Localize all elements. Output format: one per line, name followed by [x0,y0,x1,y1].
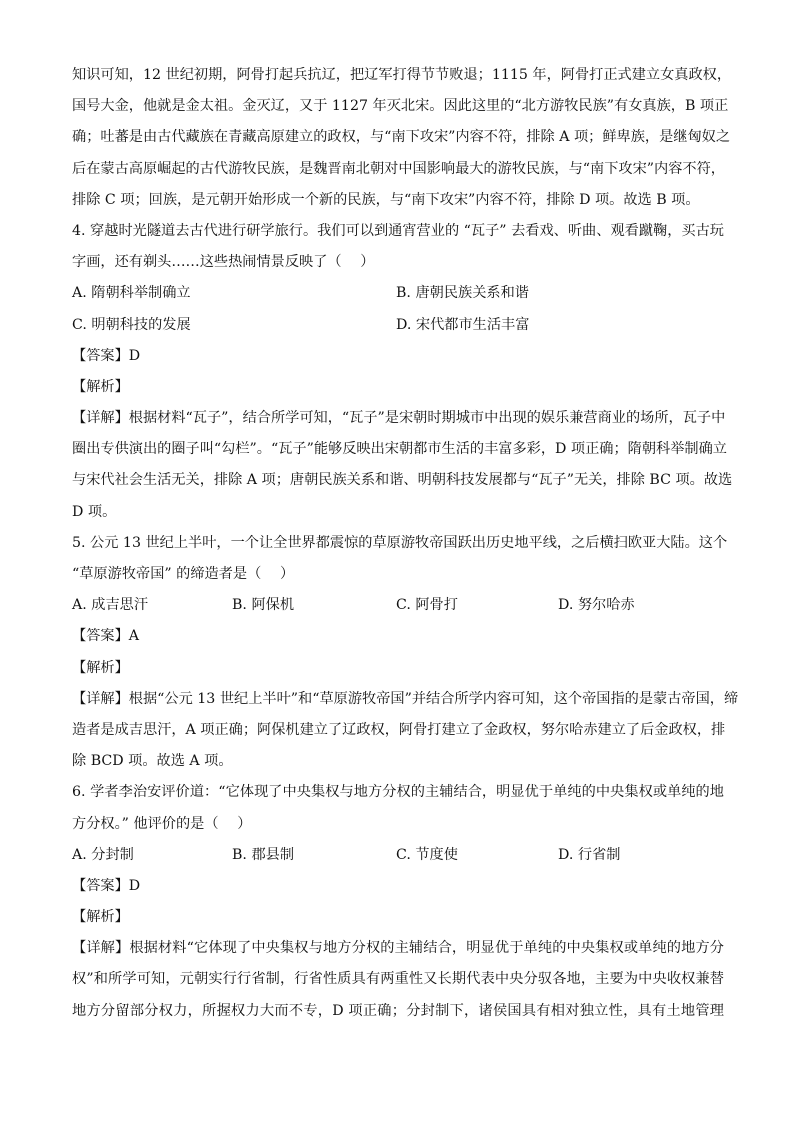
analysis-label [72,372,724,403]
question-stem: 方分权。” 他评价的是（ ） [72,815,252,832]
detail-text: 根据材料“它体现了中央集权与地方分权的主辅结合，明显优于单纯的中央集权或单纯的地方分 [129,940,724,957]
analysis-tag: 【解析】 [72,659,129,676]
question-5 [72,528,739,778]
text-line: 排除 C 项；回族，是元朝开始形成一个新的民族，与“南下攻宋”内容不符，排除 D 项。故选 B 项。 [72,191,700,208]
option-a: A. 隋朝科举制确立 [72,285,191,302]
option-d: D. 宋代都市生活丰富 [396,316,530,333]
answer-label: 【答案】 [72,628,129,645]
answer-line [72,341,724,372]
detail-label: 【详解】 [72,940,130,957]
question-stem: 6. 学者李治安评价道：“它体现了中央集权与地方分权的主辅结合，明显优于单纯的中央集权或单纯的地 [72,784,724,801]
option-c: C. 节度使 [396,846,458,863]
detail-line [72,684,739,715]
options-row [72,310,724,341]
answer-value: A [128,628,140,645]
document-page [72,60,739,1027]
option-b: B. 唐朝民族关系和谐 [396,285,529,302]
question-stem: 4. 穿越时光隧道去古代进行研学旅行。我们可以到通宵营业的 “瓦子” 去看戏、听曲、观看蹴鞠，买古玩 [72,222,724,239]
answer-label: 【答案】 [72,347,129,364]
analysis-label [72,653,724,684]
option-c: C. 阿骨打 [396,597,458,614]
option-d: D. 行省制 [558,846,621,863]
option-b: B. 郡县制 [232,846,295,863]
detail-line [72,933,724,964]
detail-line: D 项。 [72,503,117,520]
question-stem: 5. 公元 13 世纪上半叶，一个让全世界都震惊的草原游牧帝国跃出历史地平线，之后横扫欧亚大陆。这个 [72,534,728,551]
detail-label: 【详解】 [72,690,129,707]
analysis-label [72,902,724,933]
detail-line: 地方分留部分权力，所握权力大而不专，D 项正确；分封制下，诸侯国具有相对独立性，具有土地管理 [72,1002,724,1019]
option-c: C. 明朝科技的发展 [72,316,191,333]
question-6 [72,777,724,1027]
detail-line: 除 BCD 项。故选 A 项。 [72,753,233,770]
answer-value: D [128,877,141,894]
text-line: 知识可知，12 世纪初期，阿骨打起兵抗辽，把辽军打得节节败退；1115 年，阿骨打正式建立女真政权， [72,67,732,83]
answer-line [72,871,724,902]
question-4 [72,216,733,528]
answer-label: 【答案】 [72,877,129,894]
option-d: D. 努尔哈赤 [558,597,635,614]
options-row [72,840,724,871]
detail-text: 根据材料“瓦子”，结合所学可知，“瓦子”是宋朝时期城市中出现的娱乐兼营商业的场所，瓦子中 [128,410,726,427]
detail-line: 与宋代社会生活无关，排除 A 项；唐朝民族关系和谐、明朝科技发展都与“瓦子”无关，排除 BC 项。故选 [72,472,733,489]
question-stem: 字画，还有剃头……这些热闹情景反映了（ ） [72,254,375,271]
detail-line: 圈出专供演出的圈子叫“勾栏”。“瓦子”能够反映出宋朝都市生活的丰富多彩，D 项正确；隋朝科举制确立 [72,441,727,458]
text-line: 确；吐蕃是由古代藏族在青藏高原建立的政权，与“南下攻宋”内容不符，排除 A 项；鲜卑族，是继匈奴之 [72,129,731,146]
text-line: 后在蒙古高原崛起的古代游牧民族，是魏晋南北朝对中国影响最大的游牧民族，与“南下攻宋”内容不符， [72,160,725,177]
option-a: A. 成吉思汗 [72,597,149,614]
option-a: A. 分封制 [72,846,134,863]
options-row [72,278,724,309]
detail-line: 权”和所学可知，元朝实行行省制，行省性质具有两重性又长期代表中央分驭各地，主要为中央收权兼替 [72,971,724,988]
options-row [72,590,724,621]
question-stem: “草原游牧帝国” 的缔造者是（ ） [72,566,295,582]
option-b: B. 阿保机 [232,597,295,614]
answer-line [72,621,724,652]
detail-line [72,403,724,434]
answer-value: D [128,347,141,364]
q3-explanation-continuation [72,60,732,216]
analysis-tag: 【解析】 [72,909,129,926]
detail-text: 根据“公元 13 世纪上半叶”和“草原游牧帝国”并结合所学内容可知，这个帝国指的是蒙古帝国，缔 [128,690,739,707]
detail-label: 【详解】 [72,410,129,427]
text-line: 国号大金，他就是金太祖。金灭辽，又于 1127 年灭北宋。因此这里的“北方游牧民族”有女真族，B 项正 [72,98,729,115]
analysis-tag: 【解析】 [72,378,129,395]
detail-line: 造者是成吉思汗，A 项正确；阿保机建立了辽政权，阿骨打建立了金政权，努尔哈赤建立了后金政权，排 [72,721,726,738]
